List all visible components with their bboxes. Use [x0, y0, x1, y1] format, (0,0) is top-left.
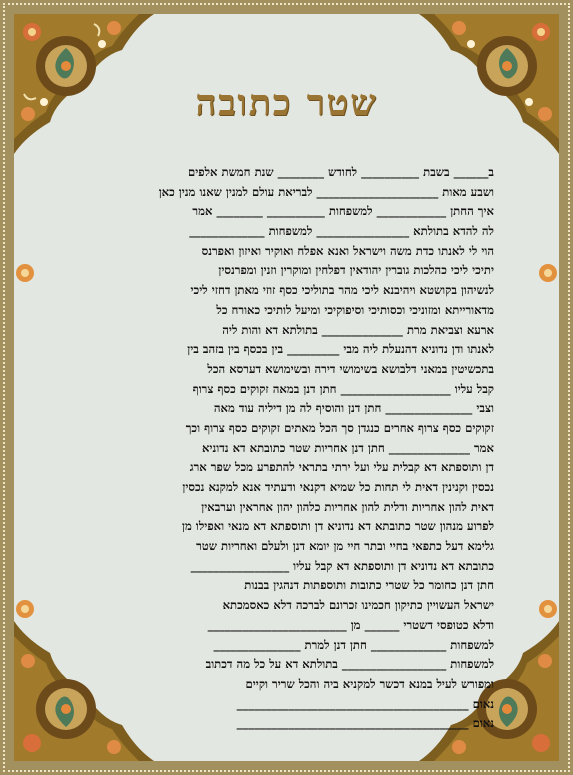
flower-icon	[537, 262, 559, 284]
flower-icon	[14, 262, 36, 284]
text-line: למשפחות __________________ בתולתא דא על כל מה דכתוב	[205, 657, 494, 672]
text-line: הוי לי לאנתו כדת משה וישראל ואנא אפלח ואוקיר ואיזון ואפרנס	[201, 243, 494, 258]
text-line: איך החתן ____________ למשפחות __________ ________ אמר	[192, 204, 494, 219]
signature-line: נאום ________________________________________	[236, 696, 494, 711]
text-line: ומפורש לעיל במנא דכשר למקניא ביה והכל שריר וקיים	[245, 676, 494, 691]
text-line: מדאורייתא ומזוניכי וכסותיכי וסיפוקיכי ומיעל לותיכי כאורח כל	[216, 302, 494, 317]
text-line: גלימא דעל כתפאי בחיי ובתר חיי מן יומא דנן ולעלם ואחריות שטר	[196, 539, 494, 554]
text-line: דן ותוספתא דא קבלית עלי ועל ירתי בתראי להתפרע מכל שפר ארג	[189, 460, 494, 475]
text-line: ודלא כטופסי דשטרי ______ מן ________________________	[207, 617, 494, 632]
text-line: למשפחות _____________ חתן דנן למרת _______________	[213, 637, 494, 652]
text-line: חתן דנן כחומר כל שטרי כתובות ותוספתות דנהגין בבנות	[244, 578, 494, 593]
text-line: לה להדא בתולתא ________________ למשפחות _____________	[189, 224, 494, 239]
text-line: זקוקים כסף צרוף אחרים כנגדן סך הכל מאתים זקוקים כסף צרוף וכך	[185, 420, 494, 435]
text-line: קבל עליו ___________________ חתן דנן במאה זקוקים כסף צרוף	[192, 381, 494, 396]
text-line: אמר ______________ חתן דנן אחריות שטר כתובתא דא נדוניא	[201, 440, 494, 455]
document-title: שטר כתובה	[195, 82, 378, 124]
signature-line: נאום ________________________________________	[236, 716, 494, 731]
text-line: ב______ בשבת __________ לחודש ________ שנת חמשת אלפים	[188, 165, 494, 179]
text-line: יתיכי ליכי כהלכות גוברין יהודאין דפלחין ומוקרין וזנין ומפרנסין	[218, 263, 494, 278]
text-line: בתכשיטין במאני דלבושא בשימושי דירה ובשימושא דערסא הכל	[207, 361, 494, 376]
text-line: ישראל העשויין כתיקון חכמינו זכרונם לברכה דלא כאסמכתא	[222, 598, 494, 613]
text-line: לאנתו ודן נדוניא דהנעלת ליה מבי _________ בין בכסף בין בזהב בין	[187, 342, 494, 357]
text-line: לנשיהון בקושטא ויהיבנא ליכי מהר בתוליכי כסף זוזי מאתן דחזי ליכי	[190, 283, 494, 298]
document-body	[78, 163, 494, 734]
text-line: ארעא וצביאת מרת ______________ בתולתא דא והות ליה	[222, 322, 494, 337]
text-line: נכסין וקנינין דאית לי תחות כל שמיא דקנאי ודעתיד אנא למקנא נכסין	[182, 480, 494, 494]
text-line: כתובתא דא נדוניא דן ותוספתא דא קבל עליו _________________	[190, 558, 494, 573]
text-line: לפרוע מנהון שטר כתובתא דא נדוניא דן ותוספתא דא מנאי ואפילו מן	[182, 519, 494, 534]
flower-icon	[537, 598, 559, 620]
text-line: וצבי _______________ חתן דנן והוסיף לה מן דיליה עוד מאה	[213, 401, 494, 416]
text-line: דאית להון אחריות ודלית להון אחריות כלהון יהון אחראין וערבאין	[201, 499, 494, 514]
flower-icon	[14, 598, 36, 620]
text-line: ושבע מאות _____________________ לבריאת עולם למנין שאנו מנין כאן	[158, 184, 494, 199]
